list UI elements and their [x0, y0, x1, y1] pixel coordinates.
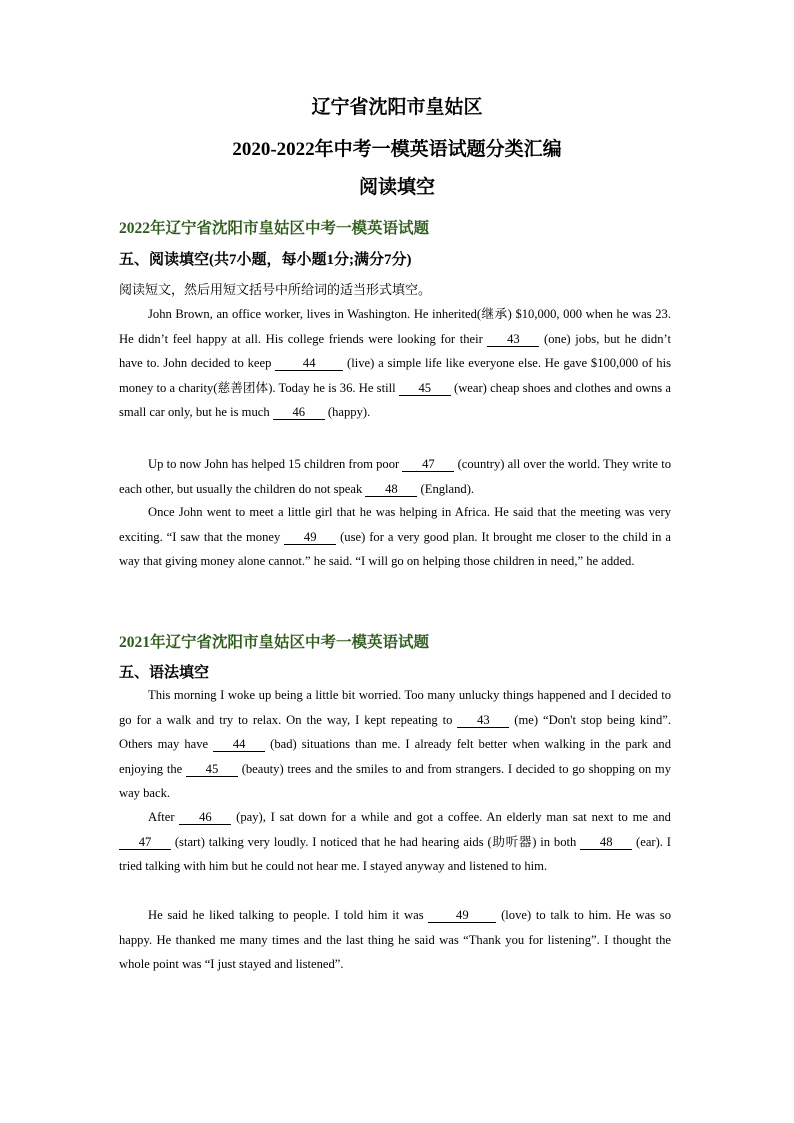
- text-run: (country) all over the world. They write to each other, but usually the children do not speak: [119, 457, 671, 496]
- blank-43: 43: [487, 332, 539, 347]
- blank-43: 43: [457, 713, 509, 728]
- text-run: (use) for a very good plan. It brought me closer to the child in a way that giving money alone cannot.” he said. “I will go on helping those children in need,” he added.: [119, 529, 671, 569]
- blank-46: 46: [179, 810, 231, 825]
- blank-49: 49: [284, 530, 336, 545]
- text-run: (start) talking very loudly. I noticed that he had hearing aids (助听器) in both: [171, 834, 581, 849]
- text-run: (pay), I sat down for a while and got a coffee. An elderly man sat next to me and: [231, 810, 671, 824]
- text-run: John Brown, an office worker, lives in Washington. He inherited(继承) $10,000, 000 when he was 23. He didn’t feel happy at all. His college friends were looking for their: [119, 307, 671, 346]
- passage-2021-paragraph-3: [119, 903, 671, 977]
- text-run: (wear) cheap shoes and clothes and owns a small car only, but he is much: [119, 380, 671, 420]
- text-run: (happy).: [324, 405, 371, 420]
- blank-48: 48: [365, 482, 417, 497]
- section-2022-heading: 2022年辽宁省沈阳市皇姑区中考一模英语试题: [119, 220, 430, 237]
- passage-2022-paragraph-1: [119, 302, 671, 425]
- text-run: He said he liked talking to people. I told him it was: [148, 908, 429, 922]
- text-run: Up to now John has helped 15 children from poor: [148, 457, 403, 471]
- text-run: (ear). I tried talking with him but he could not hear me. I stayed anyway and listened to him.: [119, 834, 671, 874]
- text-run: (one) jobs, but he didn’t have to. John decided to keep: [119, 331, 671, 371]
- section-2021-subheading: 五、语法填空: [119, 665, 210, 681]
- section-2021-heading: 2021年辽宁省沈阳市皇姑区中考一模英语试题: [119, 634, 430, 651]
- doc-title-topic: 阅读填空: [358, 177, 435, 198]
- blank-46: 46: [273, 405, 325, 420]
- doc-title-region: 辽宁省沈阳市皇姑区: [311, 97, 483, 118]
- text-run: (beauty) trees and the smiles to and from strangers. I decided to go shopping on my way back.: [119, 761, 671, 801]
- passage-2022-paragraph-2: [119, 452, 671, 501]
- text-run: (bad) situations than me. I already felt better when walking in the park and enjoying the: [119, 737, 671, 776]
- section-2022-subheading: 五、阅读填空(共7小题，每小题1分;满分7分): [119, 252, 412, 268]
- text-run: After: [148, 810, 180, 824]
- text-run: (love) to talk to him. He was so happy. He thanked me many times and the last thing he said was “Thank you for listening”. I thought the whole point was “I just stayed and listened”.: [119, 908, 671, 972]
- blank-48: 48: [580, 835, 632, 850]
- blank-47: 47: [402, 457, 454, 472]
- passage-2021-paragraph-2: [119, 805, 671, 879]
- text-run: (me) “Don't stop being kind”. Others may have: [119, 712, 671, 752]
- text-run: This morning I woke up being a little bit worried. Too many unlucky things happened and I decided to go for a walk and try to relax. On the way, I kept repeating to: [119, 688, 671, 727]
- blank-45: 45: [186, 762, 238, 777]
- text-run: (live) a simple life like everyone else. He gave $100,000 of his money to a charity(慈善团体). Today he is 36. He still: [119, 356, 671, 395]
- blank-45: 45: [399, 381, 451, 396]
- blank-44: 44: [213, 737, 265, 752]
- blank-47: 47: [119, 835, 171, 850]
- doc-title-main: 2020-2022年中考一模英语试题分类汇编: [232, 139, 562, 160]
- text-run: (England).: [417, 481, 475, 496]
- passage-2022-paragraph-3: [119, 500, 671, 574]
- text-run: Once John went to meet a little girl that he was helping in Africa. He said that the meeting was very exciting. “I saw that the money: [119, 505, 671, 544]
- blank-49: 49: [428, 908, 496, 923]
- section-2022-instruction: 阅读短文，然后用短文括号中所给词的适当形式填空。: [119, 282, 432, 297]
- passage-2021-paragraph-1: [119, 683, 671, 806]
- blank-44: 44: [275, 356, 343, 371]
